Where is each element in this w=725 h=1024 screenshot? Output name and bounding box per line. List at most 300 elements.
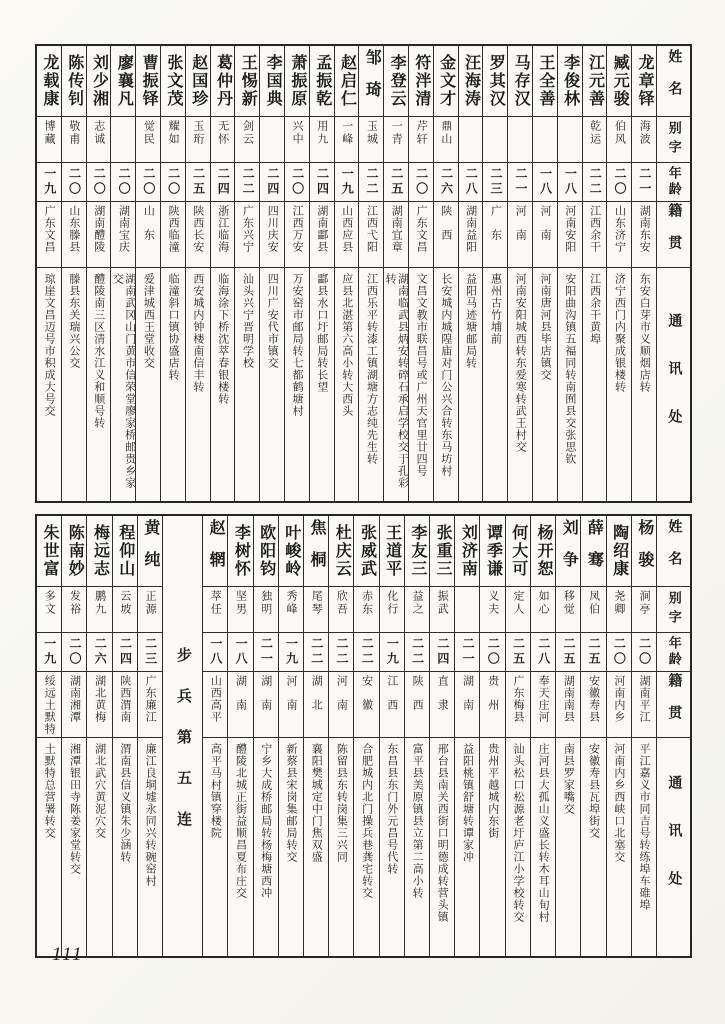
age-cell-text: 二五: [389, 167, 404, 197]
name-cell-text: 刘少湘: [90, 54, 108, 108]
courtesy-name-cell-text: 独明: [259, 590, 272, 616]
native-place-cell-text: 湖南平江: [638, 675, 651, 723]
native-place-cell-text: 江西万安: [291, 205, 304, 253]
age-cell: [632, 162, 656, 201]
native-place-cell: [228, 671, 252, 737]
courtesy-name-cell: [632, 586, 656, 632]
age-cell: [310, 162, 334, 201]
address-cell: [430, 737, 454, 956]
entry-column: [334, 46, 359, 501]
name-cell-text: 杨开恕: [534, 524, 552, 578]
name-cell: [310, 46, 334, 116]
courtesy-name-cell-text: 鹏九: [93, 590, 106, 616]
entry-column: [37, 46, 61, 501]
age-cell-text: 二四: [435, 637, 450, 667]
name-cell: [136, 46, 160, 116]
entry-column: [606, 46, 631, 501]
name-cell: [62, 516, 86, 586]
native-place-cell-text: 江西弋阳: [365, 205, 378, 253]
native-place-cell: [455, 671, 479, 737]
courtesy-name-cell-text: 发裕: [68, 590, 81, 616]
column-header-name-text: 姓名: [666, 49, 682, 113]
name-cell-text: 邹琦: [363, 49, 381, 113]
native-place-cell-text: 湖南醴陵: [92, 205, 105, 253]
page-number: 111: [52, 944, 84, 965]
age-cell: [459, 162, 483, 201]
column-header-age: [657, 162, 690, 201]
age-cell-text: 二〇: [613, 167, 628, 197]
native-place-cell: [354, 671, 378, 737]
age-cell-text: 二二: [360, 637, 375, 667]
column-header-zi-text: 别字: [666, 120, 682, 159]
courtesy-name-cell: [138, 586, 162, 632]
native-place-cell-text: 四川庆安: [266, 205, 279, 253]
native-place-cell: [508, 201, 532, 267]
entry-column: [135, 46, 160, 501]
native-place-cell: [434, 201, 458, 267]
native-place-cell: [37, 201, 61, 267]
name-cell: [329, 516, 353, 586]
native-place-cell-text: 陕西临潼: [167, 205, 180, 253]
name-cell: [87, 46, 111, 116]
address-cell: [62, 267, 86, 501]
name-cell: [113, 516, 137, 586]
native-place-cell: [581, 671, 605, 737]
native-place-cell-text: 山东济宁: [613, 205, 626, 253]
age-cell: [62, 632, 86, 671]
address-cell: [405, 737, 429, 956]
courtesy-name-cell: [359, 116, 383, 162]
address-cell-text: 高平马村镇穿楼院: [209, 743, 222, 839]
native-place-cell-text: 湖 北: [310, 675, 323, 711]
name-cell: [430, 516, 454, 586]
name-cell-text: 赵启仁: [338, 54, 356, 108]
native-place-cell: [254, 671, 278, 737]
native-place-cell: [632, 671, 656, 737]
address-cell-text: 酃县水口圩邮局转长望: [315, 273, 328, 393]
native-place-cell: [138, 671, 162, 737]
name-cell: [459, 46, 483, 116]
courtesy-name-cell-text: 赤东: [360, 590, 373, 616]
address-cell: [279, 737, 303, 956]
native-place-cell-text: 广东文昌: [43, 205, 56, 253]
native-place-cell-text: 湖南宝庆: [117, 205, 130, 253]
name-cell-text: 黄纯: [141, 519, 159, 583]
address-cell: [186, 267, 210, 501]
courtesy-name-cell: [136, 116, 160, 162]
name-cell-text: 欧阳钧: [257, 524, 275, 578]
entry-column: [185, 46, 210, 501]
native-place-cell: [211, 201, 235, 267]
name-cell-text: 马存汉: [512, 54, 530, 108]
native-place-cell: [480, 671, 504, 737]
address-cell: [329, 737, 353, 956]
courtesy-name-cell-text: 萃任: [209, 590, 222, 616]
address-cell-text: 文昌文教市联昌号或广州天官里廿四号: [415, 273, 428, 477]
native-place-cell-text: 河 南: [284, 675, 297, 711]
entry-column: [555, 516, 580, 956]
address-cell-text: 南县罗家嘴交: [562, 743, 575, 815]
address-cell-text: 河南安阳城西转东爱寒转武王村交: [514, 273, 527, 453]
name-cell: [533, 46, 557, 116]
address-cell-text: 襄阳樊城定中门焦双盛: [310, 743, 323, 863]
courtesy-name-cell-text: 尾琴: [310, 590, 323, 616]
age-cell: [111, 162, 135, 201]
name-cell-text: 杜庆云: [333, 524, 351, 578]
native-place-cell: [558, 201, 582, 267]
name-cell-text: 刘争: [560, 519, 578, 583]
native-place-cell-text: 绥远土默特: [43, 675, 56, 735]
courtesy-name-cell: [556, 586, 580, 632]
age-cell-text: 二〇: [92, 167, 107, 197]
entry-column: [284, 46, 309, 501]
name-cell-text: 陈传钊: [65, 54, 83, 108]
native-place-cell-text: 湖北黄梅: [93, 675, 106, 723]
entry-column: [61, 516, 86, 956]
roster-table-bottom: [35, 514, 692, 958]
courtesy-name-cell-text: 移觉: [562, 590, 575, 616]
address-cell-text: 江西余干黄埠: [588, 273, 601, 345]
column-header-addr-text: 通讯处: [666, 775, 682, 919]
courtesy-name-cell-text: 一青: [390, 120, 403, 146]
courtesy-name-cell-text: 博藏: [43, 120, 56, 146]
courtesy-name-cell: [607, 586, 631, 632]
age-cell: [354, 632, 378, 671]
courtesy-name-cell: [111, 116, 135, 162]
courtesy-name-cell: [235, 116, 259, 162]
address-cell: [113, 737, 137, 956]
name-cell-text: 王道平: [383, 524, 401, 578]
native-place-cell-text: 奉天庄河: [537, 675, 550, 723]
address-cell-text: 万安窑市邮局转七都鹤塘村: [291, 273, 304, 417]
age-cell: [285, 162, 309, 201]
age-cell: [279, 632, 303, 671]
age-cell-text: 一九: [42, 637, 57, 667]
address-cell-text: 长安城内城隍庙对门公兴合转东马坊村: [439, 273, 452, 477]
courtesy-name-cell: [405, 586, 429, 632]
address-cell-text: 滕县东关瑞兴公交: [67, 273, 80, 369]
courtesy-name-cell: [304, 586, 328, 632]
entry-column: [631, 516, 656, 956]
address-cell-text: 湖北武穴黄泥穴交: [93, 743, 106, 839]
age-cell: [480, 632, 504, 671]
age-cell: [113, 632, 137, 671]
address-cell-text: 宁乡大成桥邮局转杨梅塘西冲: [259, 743, 272, 899]
address-cell: [37, 737, 61, 956]
name-cell: [37, 516, 61, 586]
native-place-cell: [329, 671, 353, 737]
entry-column: [160, 46, 185, 501]
age-cell-text: 二〇: [290, 167, 305, 197]
native-place-cell: [533, 201, 557, 267]
name-cell-text: 赵辋: [207, 519, 225, 583]
name-cell: [434, 46, 458, 116]
address-cell: [632, 737, 656, 956]
column-header-zi-text: 别字: [666, 590, 682, 629]
age-cell: [87, 632, 111, 671]
name-cell: [531, 516, 555, 586]
name-cell-text: 金文才: [437, 54, 455, 108]
address-cell: [384, 267, 408, 501]
address-cell: [203, 737, 227, 956]
name-cell: [138, 516, 162, 586]
native-place-cell: [235, 201, 259, 267]
name-cell-text: 李俊林: [561, 54, 579, 108]
entry-column: [429, 516, 454, 956]
courtesy-name-cell-text: 定人: [511, 590, 524, 616]
courtesy-name-cell: [113, 586, 137, 632]
address-cell-text: 湖南武冈山门黄市信荣堂廖家桥邮贵乡家交: [111, 273, 136, 489]
age-cell-text: 二五: [561, 637, 576, 667]
address-cell: [285, 267, 309, 501]
name-cell: [62, 46, 86, 116]
courtesy-name-cell: [483, 116, 507, 162]
age-cell-text: 二一: [259, 637, 274, 667]
native-place-cell: [632, 201, 656, 267]
age-cell-text: 一八: [563, 167, 578, 197]
age-cell: [533, 162, 557, 201]
address-cell-text: 东安白芽市义顺烟店转: [638, 273, 651, 393]
age-cell-text: 一九: [385, 637, 400, 667]
name-cell-text: 龙章铎: [636, 54, 654, 108]
address-cell-text: 临潼斜口镇协盛店转: [167, 273, 180, 381]
courtesy-name-cell: [310, 116, 334, 162]
courtesy-name-cell-text: 玉城: [365, 120, 378, 146]
address-cell-text: 湖南临武县炳安转碎石承启学校交于孔彩转: [384, 273, 409, 489]
courtesy-name-cell: [558, 116, 582, 162]
entry-column: [433, 46, 458, 501]
name-cell: [483, 46, 507, 116]
courtesy-name-cell: [508, 116, 532, 162]
name-cell-text: 江元善: [586, 54, 604, 108]
name-cell-text: 王全善: [536, 54, 554, 108]
unit-label-column: [162, 516, 202, 956]
address-cell: [228, 737, 252, 956]
courtesy-name-cell: [632, 116, 656, 162]
age-cell-text: 二〇: [141, 167, 156, 197]
name-cell-text: 何大可: [509, 524, 527, 578]
name-cell-text: 李树怀: [232, 524, 250, 578]
courtesy-name-cell-text: 觉民: [142, 120, 155, 146]
name-cell: [632, 516, 656, 586]
address-cell: [508, 267, 532, 501]
name-cell: [607, 46, 631, 116]
entry-column: [582, 46, 607, 501]
age-cell-text: 二四: [265, 167, 280, 197]
entry-column: [86, 516, 111, 956]
courtesy-name-cell: [228, 586, 252, 632]
age-cell: [405, 632, 429, 671]
column-header-name: [657, 516, 690, 586]
address-cell: [632, 267, 656, 501]
age-cell: [483, 162, 507, 201]
age-cell-text: 二一: [461, 637, 476, 667]
name-cell: [384, 46, 408, 116]
courtesy-name-cell-text: 坚男: [234, 590, 247, 616]
address-cell-text: 江西乐平转漆工镇湖塘方志纯先生转: [365, 273, 378, 465]
entry-column: [61, 46, 86, 501]
courtesy-name-cell-text: 敬甫: [67, 120, 80, 146]
age-cell-text: 一八: [234, 637, 249, 667]
age-cell-text: 二八: [464, 167, 479, 197]
age-cell-text: 二〇: [117, 167, 132, 197]
name-cell-text: 程仰山: [116, 524, 134, 578]
column-header-zi: [657, 586, 690, 632]
address-cell-text: 庄河县大孤山义盛长转木耳山旬村: [537, 743, 550, 923]
native-place-cell: [87, 671, 111, 737]
courtesy-name-cell-text: 伯风: [613, 120, 626, 146]
native-place-cell-text: 广东梅县: [511, 675, 524, 723]
column-header-addr: [657, 737, 690, 956]
courtesy-name-cell-text: 耀如: [167, 120, 180, 146]
native-place-cell: [430, 671, 454, 737]
age-cell-text: 一九: [340, 167, 355, 197]
name-cell: [254, 516, 278, 586]
native-place-cell: [405, 671, 429, 737]
name-cell-text: 葛仲丹: [214, 54, 232, 108]
column-header-name-text: 姓名: [666, 519, 682, 583]
native-place-cell-text: 直 隶: [436, 675, 449, 711]
native-place-cell-text: 安徽寿县: [587, 675, 600, 723]
age-cell-text: 二〇: [637, 637, 652, 667]
native-place-cell: [62, 201, 86, 267]
native-place-cell-text: 湖南酃县: [315, 205, 328, 253]
native-place-cell: [285, 201, 309, 267]
courtesy-name-cell: [380, 586, 404, 632]
age-cell: [531, 632, 555, 671]
native-place-cell: [161, 201, 185, 267]
name-cell: [335, 46, 359, 116]
age-cell-text: 二〇: [68, 637, 83, 667]
native-place-cell-text: 湖 南: [259, 675, 272, 711]
age-cell: [304, 632, 328, 671]
address-cell-text: 惠州古竹埔前: [489, 273, 502, 345]
courtesy-name-cell: [607, 116, 631, 162]
courtesy-name-cell: [62, 116, 86, 162]
address-cell: [254, 737, 278, 956]
entry-column: [404, 516, 429, 956]
native-place-cell: [359, 201, 383, 267]
native-place-cell-text: 贵 州: [486, 675, 499, 711]
age-cell: [581, 632, 605, 671]
address-cell-text: 四川广安代市镇交: [266, 273, 279, 369]
column-header-native: [657, 671, 690, 737]
native-place-cell-text: 山东滕县: [67, 205, 80, 253]
native-place-cell: [409, 201, 433, 267]
courtesy-name-cell-text: 一峰: [340, 120, 353, 146]
entry-column: [303, 516, 328, 956]
address-cell-text: 合肥城内北门操兵巷龚宅转交: [360, 743, 373, 899]
age-cell: [62, 162, 86, 201]
address-cell: [380, 737, 404, 956]
native-place-cell-text: 湖南东安: [638, 205, 651, 253]
age-cell-text: 二〇: [612, 637, 627, 667]
native-place-cell: [380, 671, 404, 737]
address-cell-text: 益阳马迹塘邮局转: [464, 273, 477, 369]
age-cell-text: 二五: [587, 637, 602, 667]
age-cell-text: 一八: [538, 167, 553, 197]
native-place-cell-text: 湖南南县: [562, 675, 575, 723]
age-cell: [455, 632, 479, 671]
age-cell-text: 二一: [637, 167, 652, 197]
courtesy-name-cell-text: 益之: [411, 590, 424, 616]
age-cell-text: 一八: [208, 637, 223, 667]
age-cell-text: 二四: [118, 637, 133, 667]
address-cell-text: 西安城内钟楼南信丰转: [191, 273, 204, 393]
address-cell-text: 琼崖文昌迈号市积成大号交: [43, 273, 56, 417]
age-cell: [583, 162, 607, 201]
name-cell-text: 罗其汉: [487, 54, 505, 108]
courtesy-name-cell-text: 振武: [436, 590, 449, 616]
age-cell-text: 二二: [588, 167, 603, 197]
name-cell-text: 陶绍康: [610, 524, 628, 578]
age-cell: [254, 632, 278, 671]
address-cell: [310, 267, 334, 501]
age-cell: [136, 162, 160, 201]
entry-column: [530, 516, 555, 956]
age-cell: [607, 632, 631, 671]
native-place-cell: [483, 201, 507, 267]
native-place-cell: [556, 671, 580, 737]
address-cell-text: 益阳桃镇舒塘转谭家冲: [461, 743, 474, 863]
courtesy-name-cell: [87, 586, 111, 632]
courtesy-name-cell: [279, 586, 303, 632]
native-place-cell-text: 山西高平: [209, 675, 222, 723]
column-header-native-text: 籍贯: [666, 672, 682, 737]
name-cell: [87, 516, 111, 586]
native-place-cell-text: 湖南益阳: [464, 205, 477, 253]
name-cell: [380, 516, 404, 586]
native-place-cell: [186, 201, 210, 267]
entry-column: [580, 516, 605, 956]
courtesy-name-cell: [459, 116, 483, 162]
address-cell: [581, 737, 605, 956]
name-cell: [285, 46, 309, 116]
courtesy-name-cell: [329, 586, 353, 632]
column-header-native: [657, 201, 690, 267]
name-cell-text: 廖襄凡: [115, 54, 133, 108]
age-cell: [161, 162, 185, 201]
name-cell-text: 朱世富: [41, 524, 59, 578]
courtesy-name-cell-text: 多文: [43, 590, 56, 616]
name-cell: [480, 516, 504, 586]
entry-column: [507, 46, 532, 501]
age-cell-text: 二八: [536, 637, 551, 667]
age-cell: [384, 162, 408, 201]
age-cell-text: 一九: [42, 167, 57, 197]
courtesy-name-cell-text: 尧卿: [612, 590, 625, 616]
name-cell: [279, 516, 303, 586]
courtesy-name-cell: [384, 116, 408, 162]
age-cell: [380, 632, 404, 671]
name-cell-text: 李登云: [388, 54, 406, 108]
address-cell: [483, 267, 507, 501]
age-cell: [409, 162, 433, 201]
native-place-cell: [113, 671, 137, 737]
name-cell: [354, 516, 378, 586]
native-place-cell-text: 山西应县: [340, 205, 353, 253]
name-cell: [632, 46, 656, 116]
address-cell: [455, 737, 479, 956]
name-cell: [111, 46, 135, 116]
address-cell: [607, 267, 631, 501]
address-cell-text: 邢台县南关西街口明德成转营头镇: [436, 743, 449, 923]
entry-column: [37, 516, 61, 956]
name-cell: [558, 46, 582, 116]
native-place-cell: [62, 671, 86, 737]
name-cell-text: 杨骏: [635, 519, 653, 583]
address-cell-text: 陈留县东转岗集三兴同: [335, 743, 348, 863]
